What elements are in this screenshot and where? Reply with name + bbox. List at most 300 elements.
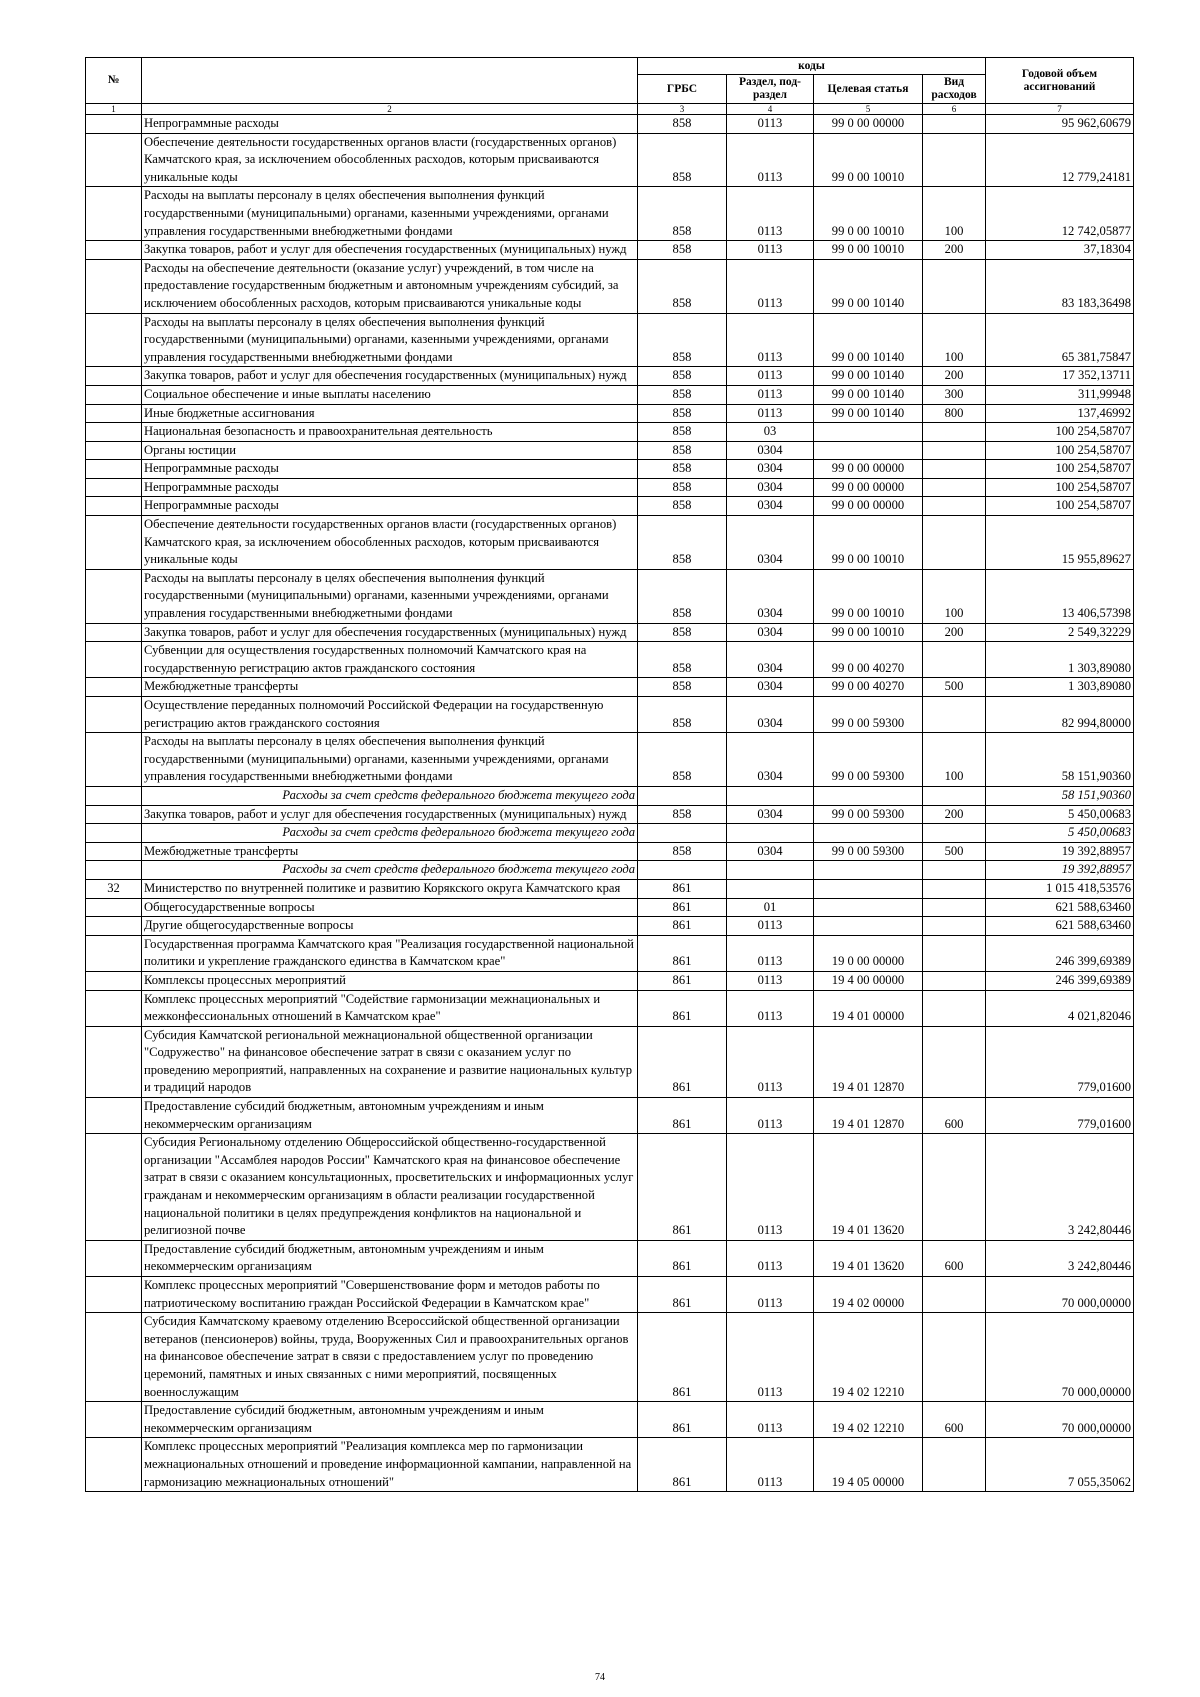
row-section: 03 bbox=[727, 423, 814, 442]
row-amount: 15 955,89627 bbox=[986, 516, 1134, 570]
row-section: 0113 bbox=[727, 1277, 814, 1313]
row-number bbox=[86, 187, 142, 241]
row-type: 600 bbox=[923, 1240, 986, 1276]
row-grbs: 858 bbox=[638, 678, 727, 697]
header-amount: Годовой объем ассигнований bbox=[986, 58, 1134, 104]
row-type: 600 bbox=[923, 1098, 986, 1134]
table-row bbox=[86, 423, 1134, 442]
row-target: 99 0 00 00000 bbox=[814, 497, 923, 516]
row-section: 0304 bbox=[727, 516, 814, 570]
table-row bbox=[86, 259, 1134, 313]
col-number: 5 bbox=[814, 104, 923, 115]
table-row bbox=[86, 516, 1134, 570]
row-grbs: 861 bbox=[638, 1313, 727, 1402]
row-type: 200 bbox=[923, 805, 986, 824]
row-amount: 1 303,89080 bbox=[986, 642, 1134, 678]
row-name: Комплекс процессных мероприятий "Реализация комплекса мер по гармонизации межнациональных отношений и проведение информационной кампании, направленной на гармонизацию межнациональных отношений" bbox=[142, 1438, 638, 1492]
row-name: Обеспечение деятельности государственных органов власти (государственных органов) Камчатского края, за исключением обособленных расходов, которым присваиваются уникальные коды bbox=[142, 516, 638, 570]
row-amount: 37,18304 bbox=[986, 241, 1134, 260]
row-type bbox=[923, 642, 986, 678]
row-target: 19 4 01 12870 bbox=[814, 1026, 923, 1097]
table-row bbox=[86, 1026, 1134, 1097]
row-name: Расходы на обеспечение деятельности (оказание услуг) учреждений, в том числе на предоставление государственным бюджетным и автономным учреждениям субсидий, за исключением обособленных расходов, которым присваиваются уникальные коды bbox=[142, 259, 638, 313]
col-number: 1 bbox=[86, 104, 142, 115]
row-amount: 2 549,32229 bbox=[986, 623, 1134, 642]
row-name: Субвенции для осуществления государственных полномочий Камчатского края на государственную регистрацию актов гражданского состояния bbox=[142, 642, 638, 678]
row-type bbox=[923, 478, 986, 497]
row-number: 32 bbox=[86, 879, 142, 898]
row-number bbox=[86, 1134, 142, 1241]
row-number bbox=[86, 1313, 142, 1402]
row-name: Комплексы процессных мероприятий bbox=[142, 971, 638, 990]
row-grbs: 858 bbox=[638, 133, 727, 187]
row-name: Расходы на выплаты персоналу в целях обеспечения выполнения функций государственными (муниципальными) органами, казенными учреждениями, органами управления государственными внебюджетными фондами bbox=[142, 187, 638, 241]
table-row bbox=[86, 1438, 1134, 1492]
row-amount: 3 242,80446 bbox=[986, 1240, 1134, 1276]
header-grbs: ГРБС bbox=[638, 75, 727, 104]
row-type bbox=[923, 1313, 986, 1402]
row-grbs: 858 bbox=[638, 115, 727, 134]
row-target: 99 0 00 00000 bbox=[814, 478, 923, 497]
row-grbs: 858 bbox=[638, 460, 727, 479]
row-number bbox=[86, 623, 142, 642]
page-number: 74 bbox=[595, 1672, 605, 1683]
row-number bbox=[86, 385, 142, 404]
header-codes: коды bbox=[638, 58, 986, 75]
row-grbs: 858 bbox=[638, 367, 727, 386]
row-number bbox=[86, 898, 142, 917]
row-amount: 246 399,69389 bbox=[986, 971, 1134, 990]
row-grbs: 861 bbox=[638, 898, 727, 917]
row-type: 800 bbox=[923, 404, 986, 423]
row-target: 99 0 00 10010 bbox=[814, 133, 923, 187]
table-body bbox=[86, 115, 1134, 1492]
row-amount: 19 392,88957 bbox=[986, 861, 1134, 880]
row-target: 99 0 00 10140 bbox=[814, 313, 923, 367]
row-amount: 58 151,90360 bbox=[986, 733, 1134, 787]
row-type: 200 bbox=[923, 367, 986, 386]
row-target: 99 0 00 10010 bbox=[814, 241, 923, 260]
row-name: Закупка товаров, работ и услуг для обеспечения государственных (муниципальных) нужд bbox=[142, 623, 638, 642]
row-type bbox=[923, 1277, 986, 1313]
row-amount: 5 450,00683 bbox=[986, 824, 1134, 843]
row-name: Субсидия Камчатской региональной межнациональной общественной организации "Содружество" на финансовое обеспечение затрат в связи с оказанием услуг по проведению мероприятий, направленных на сохранение и развитие национальных культур и традиций народов bbox=[142, 1026, 638, 1097]
table-row-federal bbox=[86, 786, 1134, 805]
row-grbs: 858 bbox=[638, 385, 727, 404]
row-grbs: 858 bbox=[638, 805, 727, 824]
table-row bbox=[86, 842, 1134, 861]
table-row bbox=[86, 935, 1134, 971]
row-name: Предоставление субсидий бюджетным, автономным учреждениям и иным некоммерческим организациям bbox=[142, 1240, 638, 1276]
row-amount: 621 588,63460 bbox=[986, 917, 1134, 936]
row-type bbox=[923, 898, 986, 917]
row-section: 0304 bbox=[727, 678, 814, 697]
row-target: 99 0 00 00000 bbox=[814, 460, 923, 479]
row-amount: 12 779,24181 bbox=[986, 133, 1134, 187]
col-number: 6 bbox=[923, 104, 986, 115]
row-amount: 65 381,75847 bbox=[986, 313, 1134, 367]
row-type bbox=[923, 441, 986, 460]
row-amount: 83 183,36498 bbox=[986, 259, 1134, 313]
table-row bbox=[86, 642, 1134, 678]
row-target: 19 4 01 00000 bbox=[814, 990, 923, 1026]
row-amount: 7 055,35062 bbox=[986, 1438, 1134, 1492]
row-amount: 246 399,69389 bbox=[986, 935, 1134, 971]
row-type: 500 bbox=[923, 842, 986, 861]
row-amount: 100 254,58707 bbox=[986, 441, 1134, 460]
row-section: 0304 bbox=[727, 697, 814, 733]
row-target: 99 0 00 10010 bbox=[814, 187, 923, 241]
header-section: Раздел, под-раздел bbox=[727, 75, 814, 104]
header-target: Целевая статья bbox=[814, 75, 923, 104]
row-type bbox=[923, 917, 986, 936]
table-row bbox=[86, 115, 1134, 134]
row-grbs: 858 bbox=[638, 516, 727, 570]
row-type bbox=[923, 971, 986, 990]
row-section: 0113 bbox=[727, 259, 814, 313]
table-row bbox=[86, 1098, 1134, 1134]
row-section: 0304 bbox=[727, 460, 814, 479]
row-target: 19 4 01 13620 bbox=[814, 1240, 923, 1276]
row-grbs: 861 bbox=[638, 1026, 727, 1097]
row-number bbox=[86, 642, 142, 678]
row-target: 99 0 00 59300 bbox=[814, 805, 923, 824]
row-target: 19 4 01 13620 bbox=[814, 1134, 923, 1241]
row-number bbox=[86, 678, 142, 697]
row-name: Закупка товаров, работ и услуг для обеспечения государственных (муниципальных) нужд bbox=[142, 367, 638, 386]
row-section: 0304 bbox=[727, 842, 814, 861]
row-amount: 779,01600 bbox=[986, 1026, 1134, 1097]
row-section: 0304 bbox=[727, 497, 814, 516]
row-type: 600 bbox=[923, 1402, 986, 1438]
row-target: 99 0 00 10140 bbox=[814, 367, 923, 386]
row-amount: 12 742,05877 bbox=[986, 187, 1134, 241]
row-target: 19 4 02 12210 bbox=[814, 1402, 923, 1438]
row-grbs: 858 bbox=[638, 642, 727, 678]
row-type: 100 bbox=[923, 187, 986, 241]
row-target: 99 0 00 40270 bbox=[814, 678, 923, 697]
row-target bbox=[814, 824, 923, 843]
row-type bbox=[923, 861, 986, 880]
row-section: 0113 bbox=[727, 241, 814, 260]
row-amount: 95 962,60679 bbox=[986, 115, 1134, 134]
col-number: 2 bbox=[142, 104, 638, 115]
table-row bbox=[86, 313, 1134, 367]
table-row bbox=[86, 990, 1134, 1026]
row-section: 0113 bbox=[727, 1134, 814, 1241]
table-row bbox=[86, 898, 1134, 917]
row-name: Закупка товаров, работ и услуг для обеспечения государственных (муниципальных) нужд bbox=[142, 805, 638, 824]
row-number bbox=[86, 133, 142, 187]
row-name: Расходы на выплаты персоналу в целях обеспечения выполнения функций государственными (муниципальными) органами, казенными учреждениями, органами управления государственными внебюджетными фондами bbox=[142, 313, 638, 367]
row-grbs: 858 bbox=[638, 478, 727, 497]
row-grbs: 858 bbox=[638, 697, 727, 733]
row-grbs: 861 bbox=[638, 879, 727, 898]
row-grbs: 861 bbox=[638, 971, 727, 990]
row-section bbox=[727, 861, 814, 880]
row-target bbox=[814, 441, 923, 460]
row-section: 0113 bbox=[727, 935, 814, 971]
row-number bbox=[86, 1026, 142, 1097]
row-section: 0304 bbox=[727, 478, 814, 497]
row-section: 0113 bbox=[727, 1026, 814, 1097]
row-name: Межбюджетные трансферты bbox=[142, 842, 638, 861]
row-type bbox=[923, 133, 986, 187]
row-name: Обеспечение деятельности государственных органов власти (государственных органов) Камчатского края, за исключением обособленных расходов, которым присваиваются уникальные коды bbox=[142, 133, 638, 187]
row-grbs: 858 bbox=[638, 259, 727, 313]
row-number bbox=[86, 971, 142, 990]
table-row bbox=[86, 1277, 1134, 1313]
row-grbs: 861 bbox=[638, 1098, 727, 1134]
row-grbs: 858 bbox=[638, 623, 727, 642]
table-row bbox=[86, 879, 1134, 898]
row-name: Непрограммные расходы bbox=[142, 478, 638, 497]
row-amount: 100 254,58707 bbox=[986, 497, 1134, 516]
row-grbs: 858 bbox=[638, 313, 727, 367]
row-type bbox=[923, 1438, 986, 1492]
table-row bbox=[86, 385, 1134, 404]
row-target: 99 0 00 10140 bbox=[814, 404, 923, 423]
row-type bbox=[923, 423, 986, 442]
row-name: Осуществление переданных полномочий Российской Федерации на государственную регистрацию актов гражданского состояния bbox=[142, 697, 638, 733]
row-number bbox=[86, 786, 142, 805]
row-grbs: 858 bbox=[638, 441, 727, 460]
row-grbs: 858 bbox=[638, 187, 727, 241]
table-row bbox=[86, 569, 1134, 623]
row-type bbox=[923, 1134, 986, 1241]
row-grbs: 858 bbox=[638, 404, 727, 423]
row-number bbox=[86, 1438, 142, 1492]
row-target: 99 0 00 10010 bbox=[814, 623, 923, 642]
row-section: 0113 bbox=[727, 385, 814, 404]
row-target: 99 0 00 59300 bbox=[814, 842, 923, 861]
row-name: Государственная программа Камчатского края "Реализация государственной национальной политики и укрепление гражданского единства в Камчатском крае" bbox=[142, 935, 638, 971]
row-target: 99 0 00 40270 bbox=[814, 642, 923, 678]
row-type: 100 bbox=[923, 569, 986, 623]
row-name: Комплекс процессных мероприятий "Совершенствование форм и методов работы по патриотическому воспитанию граждан Российской Федерации в Камчатском крае" bbox=[142, 1277, 638, 1313]
row-type: 500 bbox=[923, 678, 986, 697]
row-grbs: 861 bbox=[638, 1438, 727, 1492]
row-name: Непрограммные расходы bbox=[142, 115, 638, 134]
row-amount: 100 254,58707 bbox=[986, 478, 1134, 497]
row-number bbox=[86, 460, 142, 479]
row-number bbox=[86, 1098, 142, 1134]
row-type bbox=[923, 1026, 986, 1097]
table-row bbox=[86, 733, 1134, 787]
row-amount: 137,46992 bbox=[986, 404, 1134, 423]
row-number bbox=[86, 478, 142, 497]
row-number bbox=[86, 733, 142, 787]
row-section: 0113 bbox=[727, 1240, 814, 1276]
row-number bbox=[86, 259, 142, 313]
row-section: 0113 bbox=[727, 1098, 814, 1134]
row-name: Расходы за счет средств федерального бюджета текущего года bbox=[142, 861, 638, 880]
row-target bbox=[814, 786, 923, 805]
row-number bbox=[86, 1402, 142, 1438]
row-type bbox=[923, 497, 986, 516]
col-number: 4 bbox=[727, 104, 814, 115]
row-target: 99 0 00 10010 bbox=[814, 516, 923, 570]
row-target: 99 0 00 10140 bbox=[814, 259, 923, 313]
row-target bbox=[814, 423, 923, 442]
row-amount: 17 352,13711 bbox=[986, 367, 1134, 386]
row-number bbox=[86, 241, 142, 260]
table-row-federal bbox=[86, 861, 1134, 880]
budget-table bbox=[85, 57, 1134, 1492]
row-number bbox=[86, 1240, 142, 1276]
row-name: Предоставление субсидий бюджетным, автономным учреждениям и иным некоммерческим организациям bbox=[142, 1402, 638, 1438]
row-number bbox=[86, 917, 142, 936]
row-number bbox=[86, 861, 142, 880]
row-target: 19 4 01 12870 bbox=[814, 1098, 923, 1134]
row-target bbox=[814, 879, 923, 898]
row-name: Органы юстиции bbox=[142, 441, 638, 460]
row-section: 0304 bbox=[727, 642, 814, 678]
row-section: 0113 bbox=[727, 367, 814, 386]
row-section: 0113 bbox=[727, 404, 814, 423]
row-number bbox=[86, 805, 142, 824]
row-section bbox=[727, 879, 814, 898]
row-type bbox=[923, 697, 986, 733]
table-row bbox=[86, 1240, 1134, 1276]
row-name: Межбюджетные трансферты bbox=[142, 678, 638, 697]
row-name: Расходы за счет средств федерального бюджета текущего года bbox=[142, 786, 638, 805]
row-target: 99 0 00 59300 bbox=[814, 697, 923, 733]
row-amount: 3 242,80446 bbox=[986, 1134, 1134, 1241]
table-row bbox=[86, 805, 1134, 824]
row-section: 01 bbox=[727, 898, 814, 917]
row-target: 99 0 00 59300 bbox=[814, 733, 923, 787]
row-amount: 1 015 418,53576 bbox=[986, 879, 1134, 898]
row-grbs: 861 bbox=[638, 1134, 727, 1241]
row-section: 0113 bbox=[727, 990, 814, 1026]
table-row bbox=[86, 917, 1134, 936]
row-amount: 82 994,80000 bbox=[986, 697, 1134, 733]
table-row bbox=[86, 697, 1134, 733]
table-row bbox=[86, 460, 1134, 479]
row-section: 0113 bbox=[727, 971, 814, 990]
row-name: Непрограммные расходы bbox=[142, 460, 638, 479]
row-grbs bbox=[638, 786, 727, 805]
row-amount: 779,01600 bbox=[986, 1098, 1134, 1134]
row-name: Предоставление субсидий бюджетным, автономным учреждениям и иным некоммерческим организациям bbox=[142, 1098, 638, 1134]
row-number bbox=[86, 423, 142, 442]
row-type: 200 bbox=[923, 241, 986, 260]
row-section: 0113 bbox=[727, 1402, 814, 1438]
row-grbs: 858 bbox=[638, 241, 727, 260]
row-amount: 311,99948 bbox=[986, 385, 1134, 404]
row-number bbox=[86, 697, 142, 733]
row-amount: 100 254,58707 bbox=[986, 460, 1134, 479]
row-name: Расходы на выплаты персоналу в целях обеспечения выполнения функций государственными (муниципальными) органами, казенными учреждениями, органами управления государственными внебюджетными фондами bbox=[142, 569, 638, 623]
row-target: 19 4 02 00000 bbox=[814, 1277, 923, 1313]
header-type: Вид расходов bbox=[923, 75, 986, 104]
table-row bbox=[86, 497, 1134, 516]
table-row bbox=[86, 404, 1134, 423]
row-amount: 1 303,89080 bbox=[986, 678, 1134, 697]
row-section: 0113 bbox=[727, 1438, 814, 1492]
row-section: 0304 bbox=[727, 569, 814, 623]
row-type: 100 bbox=[923, 733, 986, 787]
col-number: 7 bbox=[986, 104, 1134, 115]
row-target: 99 0 00 00000 bbox=[814, 115, 923, 134]
row-grbs: 858 bbox=[638, 423, 727, 442]
row-grbs: 858 bbox=[638, 569, 727, 623]
row-section: 0304 bbox=[727, 623, 814, 642]
row-type bbox=[923, 259, 986, 313]
row-type bbox=[923, 460, 986, 479]
row-section: 0113 bbox=[727, 917, 814, 936]
row-name: Субсидия Камчатскому краевому отделению Всероссийской общественной организации ветеранов (пенсионеров) войны, труда, Вооруженных Сил и правоохранительных органов на финансовое обеспечение затрат в связи с предоставлением услуг по проведению церемоний, памятных и иных связанных с ними мероприятий, посвященных военнослужащим bbox=[142, 1313, 638, 1402]
row-number bbox=[86, 441, 142, 460]
table-row bbox=[86, 478, 1134, 497]
table-row bbox=[86, 971, 1134, 990]
row-grbs: 861 bbox=[638, 990, 727, 1026]
row-number bbox=[86, 824, 142, 843]
row-section: 0113 bbox=[727, 133, 814, 187]
table-row-federal bbox=[86, 824, 1134, 843]
row-name: Социальное обеспечение и иные выплаты населению bbox=[142, 385, 638, 404]
row-type bbox=[923, 115, 986, 134]
table-row bbox=[86, 623, 1134, 642]
row-target: 19 0 00 00000 bbox=[814, 935, 923, 971]
row-section: 0304 bbox=[727, 805, 814, 824]
row-number bbox=[86, 1277, 142, 1313]
row-target: 19 4 00 00000 bbox=[814, 971, 923, 990]
row-amount: 621 588,63460 bbox=[986, 898, 1134, 917]
row-number bbox=[86, 115, 142, 134]
row-name: Комплекс процессных мероприятий "Содействие гармонизации межнациональных и межконфессиональных отношений в Камчатском крае" bbox=[142, 990, 638, 1026]
row-grbs: 861 bbox=[638, 1277, 727, 1313]
row-section: 0304 bbox=[727, 441, 814, 460]
row-grbs: 858 bbox=[638, 497, 727, 516]
row-number bbox=[86, 516, 142, 570]
row-name: Национальная безопасность и правоохранительная деятельность bbox=[142, 423, 638, 442]
row-target: 99 0 00 10010 bbox=[814, 569, 923, 623]
table-row bbox=[86, 1134, 1134, 1241]
row-name: Закупка товаров, работ и услуг для обеспечения государственных (муниципальных) нужд bbox=[142, 241, 638, 260]
row-number bbox=[86, 497, 142, 516]
table-row bbox=[86, 241, 1134, 260]
table-row bbox=[86, 1313, 1134, 1402]
table-row bbox=[86, 678, 1134, 697]
row-amount: 100 254,58707 bbox=[986, 423, 1134, 442]
row-number bbox=[86, 313, 142, 367]
row-grbs: 858 bbox=[638, 842, 727, 861]
row-amount: 70 000,00000 bbox=[986, 1313, 1134, 1402]
row-number bbox=[86, 990, 142, 1026]
row-type: 200 bbox=[923, 623, 986, 642]
table-row bbox=[86, 367, 1134, 386]
table-row bbox=[86, 133, 1134, 187]
row-name: Иные бюджетные ассигнования bbox=[142, 404, 638, 423]
row-name: Другие общегосударственные вопросы bbox=[142, 917, 638, 936]
row-number bbox=[86, 367, 142, 386]
row-amount: 4 021,82046 bbox=[986, 990, 1134, 1026]
row-target: 19 4 05 00000 bbox=[814, 1438, 923, 1492]
row-amount: 19 392,88957 bbox=[986, 842, 1134, 861]
row-type bbox=[923, 879, 986, 898]
row-section: 0113 bbox=[727, 1313, 814, 1402]
row-amount: 58 151,90360 bbox=[986, 786, 1134, 805]
row-type bbox=[923, 786, 986, 805]
row-section bbox=[727, 786, 814, 805]
row-amount: 70 000,00000 bbox=[986, 1402, 1134, 1438]
row-type: 100 bbox=[923, 313, 986, 367]
row-type: 300 bbox=[923, 385, 986, 404]
row-number bbox=[86, 569, 142, 623]
row-type bbox=[923, 935, 986, 971]
